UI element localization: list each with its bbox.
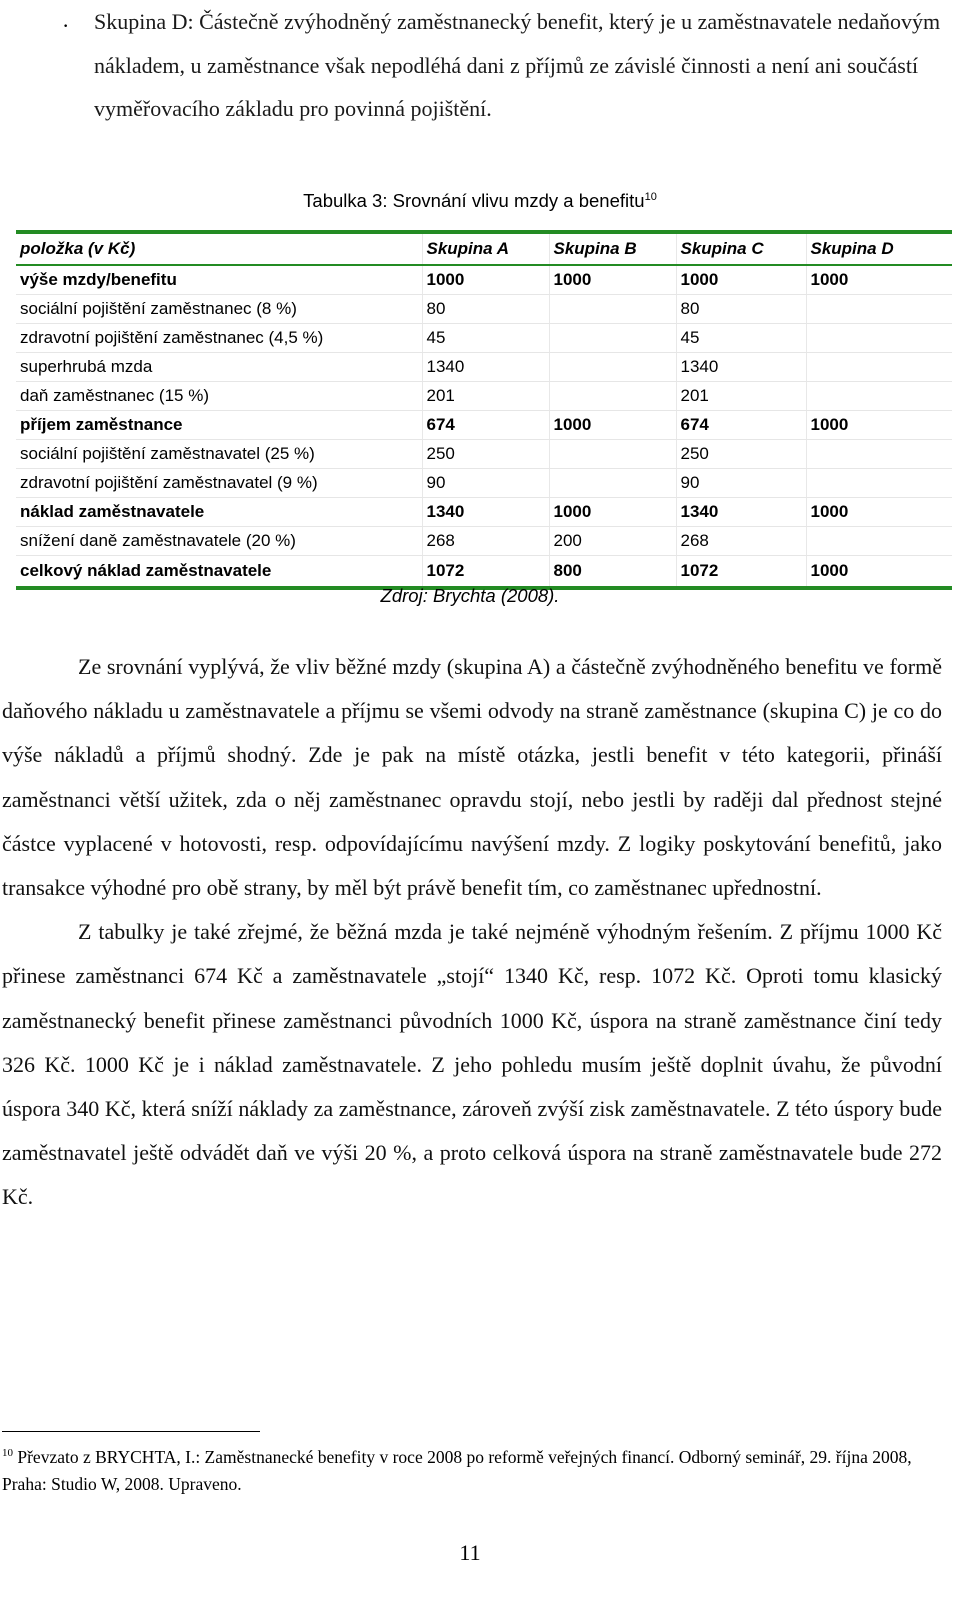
cell: 201 bbox=[676, 382, 806, 411]
row-label: náklad zaměstnavatele bbox=[16, 498, 422, 527]
cell: 674 bbox=[676, 411, 806, 440]
footnote-number: 10 bbox=[2, 1447, 13, 1459]
cell: 1340 bbox=[676, 353, 806, 382]
row-label: sociální pojištění zaměstnanec (8 %) bbox=[16, 295, 422, 324]
cell bbox=[806, 295, 952, 324]
table-row bbox=[16, 324, 952, 353]
cell bbox=[806, 324, 952, 353]
bullet-text: Skupina D: Částečně zvýhodněný zaměstnanecký benefit, který je u zaměstnavatele nedaňovým nákladem, u zaměstnance však nepodléhá dani z příjmů ze závislé činnosti a není ani součástí vyměřovacího základu pro povinná pojištění. bbox=[94, 9, 941, 121]
cell bbox=[806, 440, 952, 469]
cell: 1072 bbox=[422, 556, 549, 589]
cell: 1000 bbox=[676, 265, 806, 295]
cell bbox=[806, 382, 952, 411]
table-row bbox=[16, 527, 952, 556]
cell: 674 bbox=[422, 411, 549, 440]
paragraph: Ze srovnání vyplývá, že vliv běžné mzdy (skupina A) a částečně zvýhodněného benefitu ve formě daňového nákladu u zaměstnavatele a příjmu se všemi odvody na straně zaměstnance (skupina C) je co do výše nákladů a příjmů shodný. Zde je pak na místě otázka, jestli benefit v této kategorii, přináší zaměstnanci větší užitek, zda o něj zaměstnanec opravdu stojí, nebo jestli by raději dal přednost stejné částce vyplacené v hotovosti, resp. odpovídajícímu navýšení mzdy. Z logiky poskytování benefitů, jako transakce výhodné pro obě strany, by měl být právě benefit tím, co zaměstnanec upřednostní. bbox=[2, 654, 942, 901]
cell: 80 bbox=[422, 295, 549, 324]
row-label: výše mzdy/benefitu bbox=[16, 265, 422, 295]
table-row bbox=[16, 411, 952, 440]
cell bbox=[549, 324, 676, 353]
cell bbox=[549, 440, 676, 469]
table-row bbox=[16, 265, 952, 295]
table-row bbox=[16, 382, 952, 411]
row-label: snížení daně zaměstnavatele (20 %) bbox=[16, 527, 422, 556]
header-group-b: Skupina B bbox=[549, 232, 676, 265]
header-item: položka (v Kč) bbox=[16, 232, 422, 265]
header-group-d: Skupina D bbox=[806, 232, 952, 265]
cell bbox=[549, 382, 676, 411]
footnote-divider bbox=[2, 1431, 260, 1432]
cell: 268 bbox=[422, 527, 549, 556]
footnote-text: Převzato z BRYCHTA, I.: Zaměstnanecké benefity v roce 2008 po reformě veřejných financí. Odborný seminář, 29. října 2008, Praha: Studio W, 2008. Upraveno. bbox=[2, 1446, 912, 1494]
cell: 201 bbox=[422, 382, 549, 411]
cell: 1000 bbox=[806, 411, 952, 440]
row-label: zdravotní pojištění zaměstnavatel (9 %) bbox=[16, 469, 422, 498]
footnote bbox=[2, 1440, 942, 1498]
cell: 1000 bbox=[549, 265, 676, 295]
cell bbox=[549, 469, 676, 498]
cell: 800 bbox=[549, 556, 676, 589]
body-text bbox=[2, 645, 942, 1220]
page-number: 11 bbox=[459, 1540, 481, 1565]
paragraph: Z tabulky je také zřejmé, že běžná mzda je také nejméně výhodným řešením. Z příjmu 1000 Kč přinese zaměstnanci 674 Kč a zaměstnavatele „stojí“ 1340 Kč, resp. 1072 Kč. Oproti tomu klasický zaměstnanecký benefit přinese zaměstnanci původních 1000 Kč, úspora na straně zaměstnance činí tedy 326 Kč. 1000 Kč je i náklad zaměstnavatele. Z jeho pohledu musím ještě doplnit úvahu, že původní úspora 340 Kč, která sníží náklady za zaměstnance, zároveň zvýší zisk zaměstnavatele. Z této úspory bude zaměstnavatel ještě odvádět daň ve výši 20 %, a proto celková úspora na straně zaměstnavatele bude 272 Kč. bbox=[2, 919, 942, 1210]
table-source: Zdroj: Brychta (2008). bbox=[380, 585, 560, 606]
cell: 1000 bbox=[549, 498, 676, 527]
table-row bbox=[16, 498, 952, 527]
cell bbox=[806, 469, 952, 498]
table-row bbox=[16, 353, 952, 382]
cell: 268 bbox=[676, 527, 806, 556]
header-group-c: Skupina C bbox=[676, 232, 806, 265]
bullet-marker: · bbox=[62, 13, 70, 38]
cell: 1000 bbox=[806, 498, 952, 527]
cell bbox=[549, 353, 676, 382]
table-caption-text: Tabulka 3: Srovnání vlivu mzdy a benefitu bbox=[303, 190, 645, 211]
cell: 200 bbox=[549, 527, 676, 556]
cell: 1000 bbox=[806, 265, 952, 295]
table-row bbox=[16, 440, 952, 469]
cell: 1340 bbox=[676, 498, 806, 527]
cell bbox=[549, 295, 676, 324]
cell bbox=[806, 527, 952, 556]
cell: 45 bbox=[422, 324, 549, 353]
cell bbox=[806, 353, 952, 382]
table-caption bbox=[0, 190, 960, 212]
row-label: sociální pojištění zaměstnavatel (25 %) bbox=[16, 440, 422, 469]
footnote-ref: 10 bbox=[644, 190, 657, 203]
cell: 250 bbox=[422, 440, 549, 469]
cell: 250 bbox=[676, 440, 806, 469]
table-row bbox=[16, 295, 952, 324]
comparison-table-container bbox=[16, 230, 952, 590]
cell: 1000 bbox=[806, 556, 952, 589]
header-group-a: Skupina A bbox=[422, 232, 549, 265]
row-label: daň zaměstnanec (15 %) bbox=[16, 382, 422, 411]
table-row bbox=[16, 469, 952, 498]
row-label: celkový náklad zaměstnavatele bbox=[16, 556, 422, 589]
cell: 1340 bbox=[422, 353, 549, 382]
cell: 90 bbox=[422, 469, 549, 498]
cell: 1340 bbox=[422, 498, 549, 527]
cell: 1072 bbox=[676, 556, 806, 589]
cell: 80 bbox=[676, 295, 806, 324]
table-header-row bbox=[16, 232, 952, 265]
cell: 1000 bbox=[549, 411, 676, 440]
row-label: zdravotní pojištění zaměstnanec (4,5 %) bbox=[16, 324, 422, 353]
row-label: superhrubá mzda bbox=[16, 353, 422, 382]
row-label: příjem zaměstnance bbox=[16, 411, 422, 440]
table-row bbox=[16, 556, 952, 589]
cell: 90 bbox=[676, 469, 806, 498]
cell: 1000 bbox=[422, 265, 549, 295]
comparison-table bbox=[16, 230, 952, 590]
cell: 45 bbox=[676, 324, 806, 353]
